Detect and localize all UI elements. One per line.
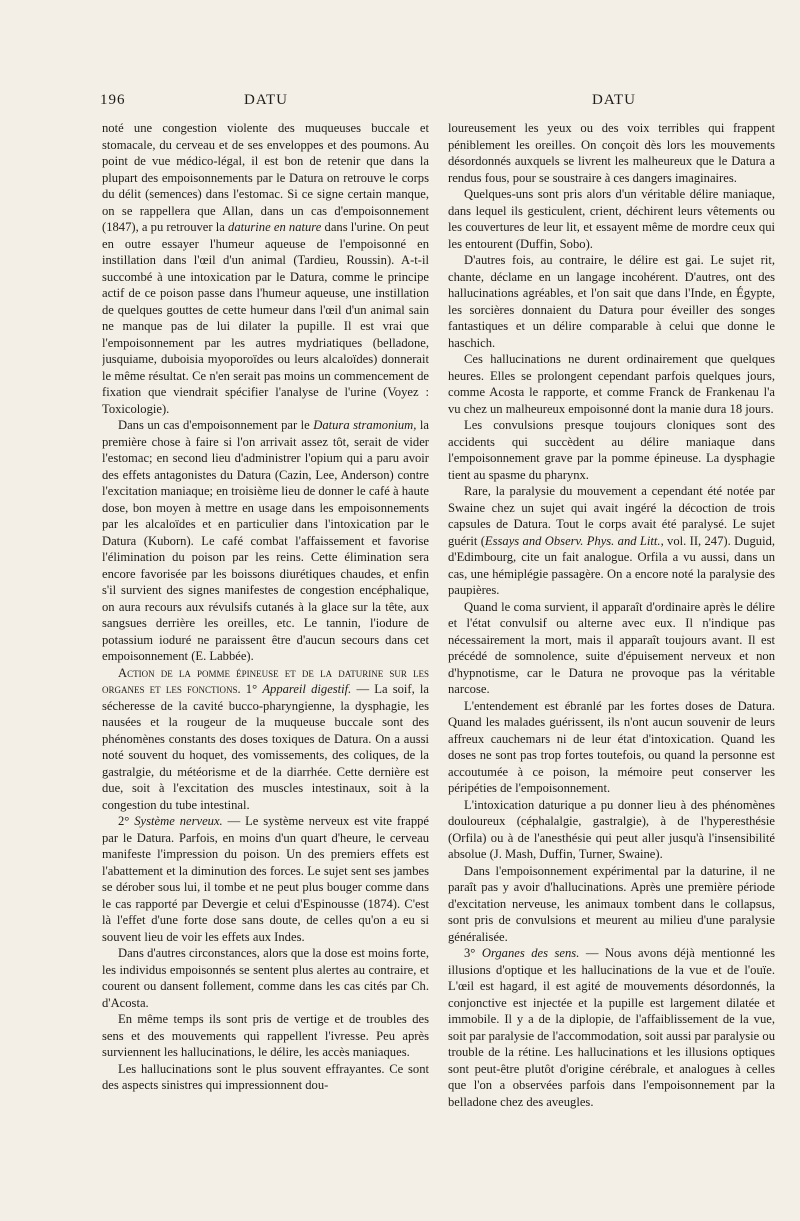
running-title-left: DATU	[244, 92, 288, 108]
paragraph: Les hallucinations sont le plus souvent effrayantes. Ce sont des aspects sinistres qui impressionnent dou-	[102, 1061, 429, 1092]
page-number: 196	[100, 92, 126, 108]
paragraph: Quelques-uns sont pris alors d'un véritable délire maniaque, dans lequel ils gesticulent, crient, déchirent leurs vêtements ou les couvertures de leur lit, et essayent même de mordre ceux qui les entourent (Duffin, Sobo).	[448, 187, 775, 251]
left-column	[102, 120, 429, 1160]
paragraph: noté une congestion violente des muqueuses buccale et stomacale, du cerveau et de ses enveloppes et des poumons. Au point de vue médico-légal, il est bon de retenir que dans la plupart des empoisonnements par le Datura on retrouve le corps du délit (semences) dans l'estomac. Si ce signe certain manque, on se rappellera que Allan, dans un cas d'empoisonnement (1847), a pu retrouver la daturine en nature dans l'urine. On peut en outre essayer l'humeur aqueuse de l'empoisonné en instillation dans l'œil d'un animal (Tardieu, Roussin). A-t-il succombé à une intoxication par le Datura, comme le principe actif de ce poison passe dans l'humeur aqueuse, une instillation de quelques gouttes de cette humeur dans l'œil d'un animal sain ne manque pas de lui dilater la pupille. Il est vrai que l'empoisonnement par les autres mydriatiques (belladone, jusquiame, duboisia myoporoïdes ou leurs alcaloïdes) donnerait le même résultat. Ce n'en serait pas moins un commencement de fixation que viendrait spécifier l'analyse de l'urine (Voyez : Toxicologie).	[102, 121, 429, 416]
paragraph: En même temps ils sont pris de vertige et de troubles des sens et des mouvements qui rappellent l'ivresse. Peu après surviennent les hallucinations, le délire, les accès maniaques.	[102, 1012, 429, 1059]
paragraph: D'autres fois, au contraire, le délire est gai. Le sujet rit, chante, déclame en un langage incohérent. D'autres, ont des hallucinations agréables, et l'on sait que dans l'Inde, en Égypte, les sorcières donnaient du Datura pour éveiller des songes fantastiques et un délire comparable à celui que donne le haschich.	[448, 253, 775, 350]
running-title-right: DATU	[592, 92, 636, 108]
paragraph: Les convulsions presque toujours cloniques sont des accidents qui succèdent au délire maniaque dans l'empoisonnement grave par la pomme épineuse. La dysphagie tient au spasme du pharynx.	[448, 418, 775, 482]
right-column	[448, 120, 775, 1160]
paragraph: Dans un cas d'empoisonnement par le Datura stramonium, la première chose à faire si l'on arrivait assez tôt, serait de vider l'estomac; en second lieu d'administrer l'opium qui a paru avoir des effets antagonistes du Datura (Cazin, Lee, Anderson) contre l'excitation maniaque; en troisième lieu de donner le café à haute dose, bon moyen à mettre en usage dans les empoisonnements par les alcaloïdes et en particulier dans l'intoxication par le Datura (Kuborn). Le café combat l'affaissement et favorise l'élimination du poison par les reins. Cette élimination sera encore favorisée par les boissons diurétiques chaudes, et enfin s'il survient des signes manifestes de congestion encéphalique, on aura recours aux révulsifs cutanés à la glace sur la tête, aux sangsues derrière les oreilles, etc. Le tannin, l'iodure de potassium ioduré ne paraissent être d'aucun secours dans cet empoisonnement (E. Labbée).	[102, 418, 429, 663]
section-heading: Action de la pomme épineuse et de la daturine sur les organes et les fonctions. 1°	[102, 665, 429, 696]
paragraph: L'intoxication daturique a pu donner lieu à des phénomènes douloureux (céphalalgie, gastralgie), à de l'hyperesthésie (Orfila) ou à de l'anesthésie qui peut aller jusqu'à l'insensibilité absolue (J. Mash, Duffin, Turner, Swaine).	[448, 797, 775, 861]
section-paragraph: Action de la pomme épineuse et de la daturine sur les organes et les fonctions. 1° Appareil digestif. — La soif, la sécheresse de la cavité bucco-pharyngienne, la dysphagie, les nausées et la rougeur de la muqueuse buccale sont des phénomènes constants des doses toxiques de Datura. On a aussi noté souvent du hoquet, des vomissements, des coliques, de la gastralgie, du météorisme et de la diarrhée. Cette dernière est due, soit à l'excitation des muscles intestinaux, soit à la congestion du tube intestinal.	[102, 665, 429, 812]
section-paragraph: 3° Organes des sens. — Nous avons déjà mentionné les illusions d'optique et les hallucinations de la vue et de l'ouïe. L'œil est hagard, il est agité de mouvements désordonnés, la conjonctive est injectée et la pupille est largement dilatée et immobile. Il y a de la diplopie, de l'affaiblissement de la vue, soit par paralysie de l'accommodation, soit aussi par paralysie ou trouble de la rétine. Les hallucinations et les illusions optiques sont peut-être plutôt d'origine cérébrale, et analogues à celles que l'on a observées parfois dans l'empoisonnement par la belladone chez des aveugles.	[448, 946, 775, 1109]
section-paragraph: 2° Système nerveux. — Le système nerveux est vite frappé par le Datura. Parfois, en moins d'un quart d'heure, le cerveau manifeste l'impression du poison. Un des premiers effets est l'abattement et la diminution des forces. Le sujet sent ses jambes se dérober sous lui, il tombe et ne peut plus bouger comme dans le cas rapporté par Devergie et celui d'Espinousse (1874). C'est là l'effet d'une forte dose sans doute, de celles qu'on a eu si souvent lieu de voir les effets aux Indes.	[102, 814, 429, 944]
paragraph: loureusement les yeux ou des voix terribles qui frappent péniblement les oreilles. On conçoit dès lors les mouvements désordonnés auxquels se livrent les malheureux que le Datura a rendus fous, pour se soustraire à ces dangers imaginaires.	[448, 121, 775, 185]
page-header	[0, 92, 800, 114]
paragraph: Rare, la paralysie du mouvement a cependant été notée par Swaine chez un sujet qui avait ingéré la décoction de trois capsules de Datura. Tout le corps avait été paralysé. Le sujet guérit (Essays and Observ. Phys. and Litt., vol. II, 247). Duguid, d'Edimbourg, cite un fait analogue. Orfila a vu aussi, dans un cas, une hémiplégie passagère. On a encore noté la paralysie des paupières.	[448, 484, 775, 597]
paragraph: Quand le coma survient, il apparaît d'ordinaire après le délire et l'état convulsif ou alterne avec eux. Il n'indique pas nécessairement la mort, mais il apparaît toujours avant. Il est précédé de somnolence, suite d'épuisement nerveux et non d'hypnotisme, car le Datura ne provoque pas la véritable narcose.	[448, 599, 775, 696]
paragraph: Ces hallucinations ne durent ordinairement que quelques heures. Elles se prolongent cependant parfois quelques jours, comme Acosta le rapporte, et comme Franck de Frankenau l'a vu chez un malheureux empoisonné dont la manie dura 18 jours.	[448, 352, 775, 416]
paragraph: L'entendement est ébranlé par les fortes doses de Datura. Quand les malades guérissent, ils n'ont aucun souvenir de leurs affreux cauchemars ni de leur état d'intoxication. Quand les doses ne sont pas trop fortes toutefois, ou quand la personne est accoutumée à ce poison, la mémoire peut conserver les péripéties de l'empoisonnement.	[448, 698, 775, 795]
paragraph: Dans d'autres circonstances, alors que la dose est moins forte, les individus empoisonnés se sentent plus alertes au contraire, et courent ou dansent follement, comme dans les cas cités par Ch. d'Acosta.	[102, 946, 429, 1010]
paragraph: Dans l'empoisonnement expérimental par la daturine, il ne paraît pas y avoir d'hallucinations. Après une première période d'excitation nerveuse, les animaux tombent dans le collapsus, sont pris de convulsions et meurent au milieu d'une paralysie généralisée.	[448, 863, 775, 944]
